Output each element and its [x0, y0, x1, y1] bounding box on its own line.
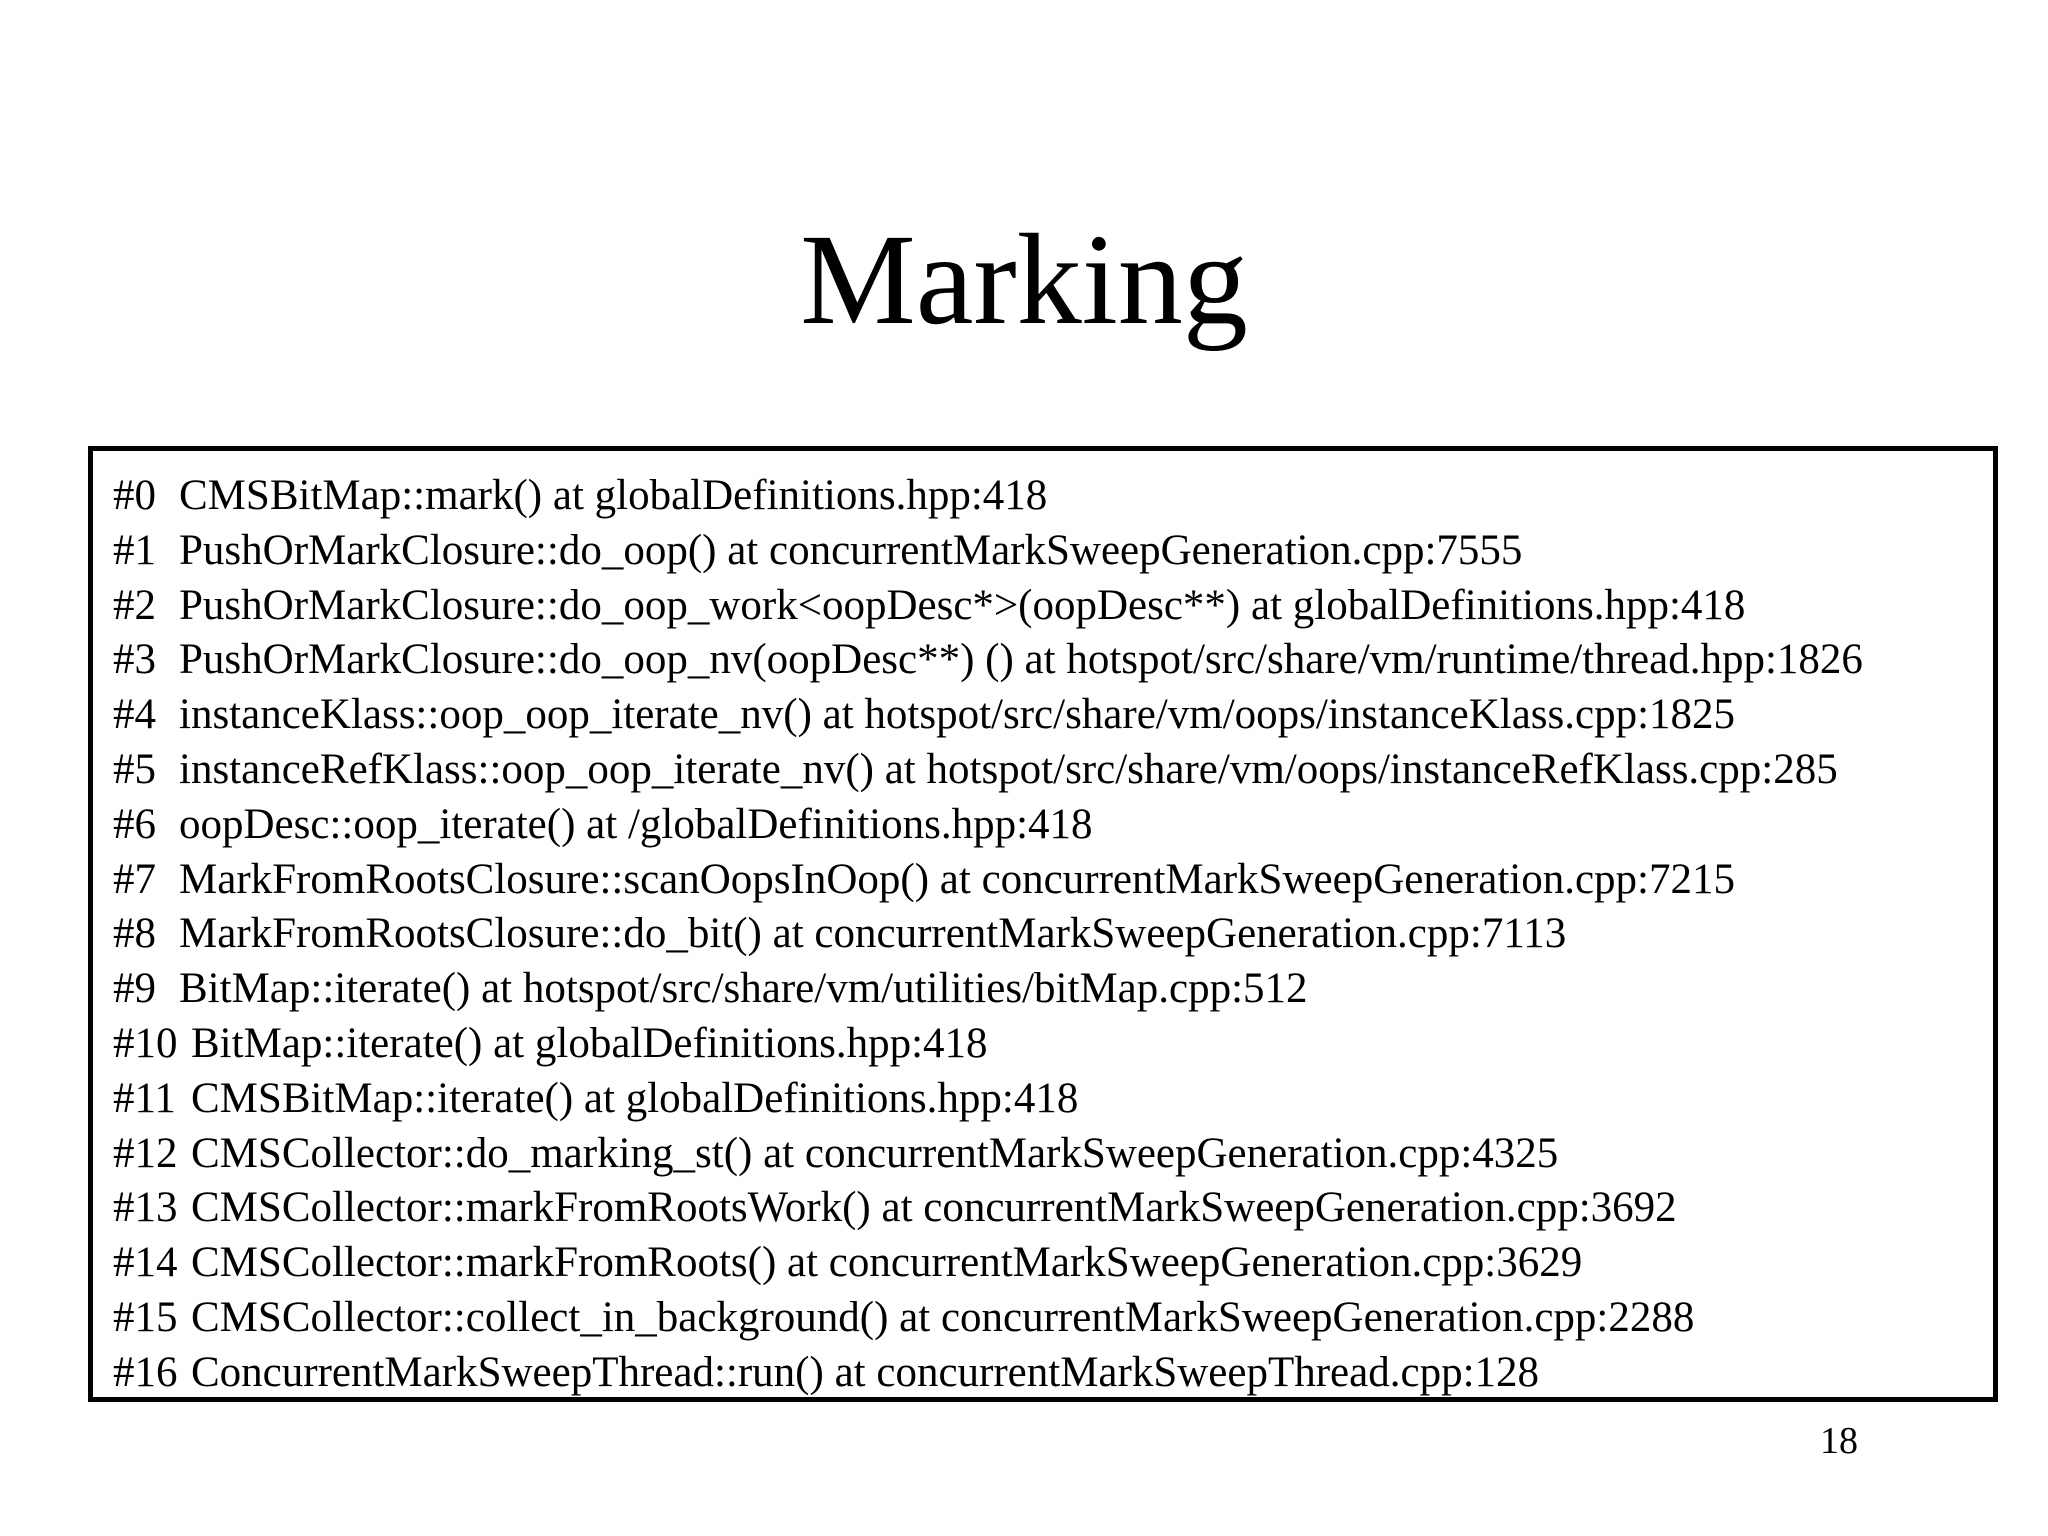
frame-number: #12 [113, 1129, 178, 1177]
frame-text: CMSCollector::markFromRootsWork() at concurrentMarkSweepGeneration.cpp:3692 [191, 1184, 1677, 1232]
trace-frame [113, 579, 1993, 634]
trace-frame [113, 1236, 1993, 1291]
trace-frame [113, 853, 1993, 908]
frame-text: MarkFromRootsClosure::do_bit() at concurrentMarkSweepGeneration.cpp:7113 [179, 910, 1567, 958]
frame-number: #10 [113, 1019, 178, 1067]
frame-text: BitMap::iterate() at hotspot/src/share/vm/utilities/bitMap.cpp:512 [179, 965, 1308, 1013]
frame-text: PushOrMarkClosure::do_oop_nv(oopDesc**) () at hotspot/src/share/vm/runtime/thread.hpp:1826 [179, 636, 1863, 684]
frame-text: CMSBitMap::mark() at globalDefinitions.hpp:418 [179, 472, 1048, 519]
frame-number: #4 [113, 691, 156, 739]
frame-text: MarkFromRootsClosure::scanOopsInOop() at concurrentMarkSweepGeneration.cpp:7215 [179, 855, 1735, 903]
trace-frame [113, 1346, 1993, 1401]
frame-text: CMSCollector::collect_in_background() at concurrentMarkSweepGeneration.cpp:2288 [191, 1293, 1695, 1341]
trace-frame [113, 1181, 1993, 1236]
stack-trace-box [88, 446, 1998, 1402]
trace-frame [113, 798, 1993, 853]
frame-text: PushOrMarkClosure::do_oop() at concurrentMarkSweepGeneration.cpp:7555 [179, 526, 1523, 574]
frame-text: CMSBitMap::iterate() at globalDefinitions.hpp:418 [191, 1074, 1079, 1122]
page-number: 18 [1820, 1420, 1858, 1462]
trace-frame [113, 1291, 1993, 1346]
frame-number: #2 [113, 581, 156, 629]
frame-number: #6 [113, 800, 156, 848]
trace-frame [113, 688, 1993, 743]
trace-frame [113, 907, 1993, 962]
frame-text: instanceRefKlass::oop_oop_iterate_nv() at hotspot/src/share/vm/oops/instanceRefKlass.cpp:285 [179, 745, 1838, 793]
frame-number: #8 [113, 910, 156, 958]
frame-text: CMSCollector::do_marking_st() at concurrentMarkSweepGeneration.cpp:4325 [191, 1129, 1559, 1177]
frame-text: oopDesc::oop_iterate() at /globalDefinitions.hpp:418 [179, 800, 1093, 848]
trace-frame [113, 633, 1993, 688]
slide-title: Marking [800, 208, 1248, 352]
frame-number: #0 [113, 472, 156, 519]
trace-frame [113, 524, 1993, 579]
trace-frame [113, 962, 1993, 1017]
frame-number: #16 [113, 1348, 178, 1396]
frame-number: #3 [113, 636, 156, 684]
frame-number: #15 [113, 1293, 178, 1341]
frame-number: #9 [113, 965, 156, 1013]
frame-text: ConcurrentMarkSweepThread::run() at concurrentMarkSweepThread.cpp:128 [191, 1348, 1540, 1396]
trace-frame [113, 469, 1993, 524]
frame-number: #5 [113, 745, 156, 793]
frame-text: PushOrMarkClosure::do_oop_work<oopDesc*>(oopDesc**) at globalDefinitions.hpp:418 [179, 581, 1746, 629]
frame-number: #11 [113, 1074, 176, 1122]
frame-text: CMSCollector::markFromRoots() at concurrentMarkSweepGeneration.cpp:3629 [191, 1239, 1583, 1287]
frame-text: BitMap::iterate() at globalDefinitions.hpp:418 [191, 1019, 988, 1067]
trace-frame [113, 743, 1993, 798]
trace-frame [113, 1017, 1993, 1072]
frame-number: #7 [113, 855, 156, 903]
frame-number: #14 [113, 1239, 178, 1287]
trace-frame [113, 1072, 1993, 1127]
trace-frame [113, 1127, 1993, 1182]
frame-text: instanceKlass::oop_oop_iterate_nv() at hotspot/src/share/vm/oops/instanceKlass.cpp:1825 [179, 691, 1736, 739]
frame-number: #1 [113, 526, 156, 574]
frame-number: #13 [113, 1184, 178, 1232]
